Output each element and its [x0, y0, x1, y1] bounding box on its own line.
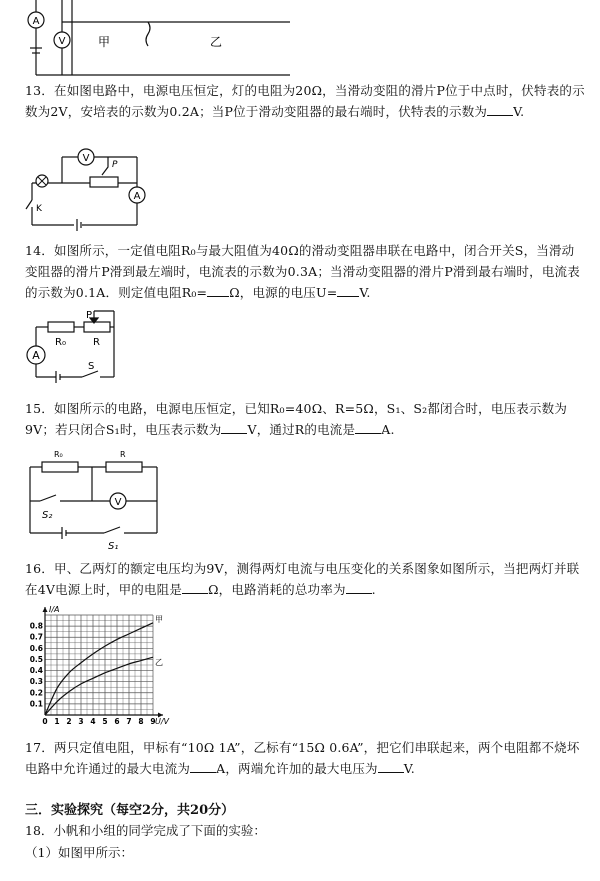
y-tick-label: 0.4	[29, 666, 43, 676]
series-label: 乙	[155, 658, 163, 668]
lamp-icon	[36, 175, 48, 187]
answer-blank[interactable]	[337, 284, 359, 297]
chart-axes	[43, 607, 164, 718]
question-15: 15．如图所示的电路，电源电压恒定，已知R₀=40Ω、R=5Ω，S₁、S₂都闭合时，电压表示数为9V；若只闭合S₁时，电压表示数为 V，通过R的电流是 A.	[25, 401, 568, 437]
svg-text:V: V	[114, 497, 122, 508]
r-label: R	[120, 450, 126, 459]
label-yi: 乙	[210, 35, 223, 49]
r-label: R	[93, 337, 100, 348]
x-tick-label: 5	[102, 717, 108, 725]
question-15-text: 15．如图所示的电路，电源电压恒定，已知R₀=40Ω、R=5Ω，S₁、S₂都闭合时，电压表示数为9V；若只闭合S₁时，电压表示数为	[25, 401, 568, 437]
svg-text:A: A	[32, 16, 40, 27]
x-tick-label: 3	[78, 717, 84, 725]
answer-blank[interactable]	[221, 421, 247, 434]
series-label: 甲	[155, 614, 163, 624]
question-17: 17．两只定值电阻，甲标有“10Ω 1A”，乙标有“15Ω 0.6A”，把它们串联起来，两个电阻都不烧坏电路中允许通过的最大电流为 A，两端允许加的最大电压为 V.	[25, 740, 580, 776]
svg-text:A: A	[133, 191, 141, 202]
ammeter-icon	[129, 187, 145, 203]
switch-icon	[26, 200, 43, 214]
question-16-text: 16．甲、乙两灯的额定电压均为9V，测得两灯电流与电压变化的关系图象如图所示，当把两灯并联在4V电源上时，甲的电阻是	[25, 561, 580, 597]
x-tick-label: 2	[66, 717, 72, 725]
y-axis-label: I/A	[49, 605, 60, 614]
answer-blank[interactable]	[355, 421, 381, 434]
slider-label: P	[86, 310, 93, 321]
voltmeter-icon	[78, 149, 94, 165]
x-tick-label: 6	[114, 717, 120, 725]
x-tick-label: 8	[138, 717, 144, 725]
answer-blank[interactable]	[378, 760, 404, 773]
y-tick-label: 0.5	[29, 654, 43, 664]
s1-label: S₁	[108, 541, 119, 552]
question-13-text: 13．在如图电路中，电源电压恒定，灯的电阻为20Ω，当滑动变阻的滑片P位于中点时，伏特表的示数为2V，安培表的示数为0.2A；当P位于滑动变阻器的最右端时，伏特表的示数为	[25, 83, 585, 119]
question-14-text: 14．如图所示，一定值电阻R₀与最大阻值为40Ω的滑动变阻器串联在电路中，闭合开关S，当滑动变阻器的滑片P滑到最左端时，电流表的示数为0.3A；当滑动变阻器的滑片P滑到最右端时，电流表的示数为0.1A．则定值电阻R₀=	[25, 243, 580, 300]
question-18-line-1: 18．小帆和小组的同学完成了下面的实验：	[25, 823, 266, 838]
figure-13-circuit	[22, 145, 157, 235]
s2-label: S₂	[42, 510, 53, 521]
voltmeter-icon	[54, 32, 70, 48]
question-18-line-2: （1）如图甲所示：	[25, 845, 133, 860]
y-tick-label: 0.7	[29, 632, 43, 642]
x-tick-label: 4	[90, 717, 96, 725]
answer-blank[interactable]	[487, 103, 513, 116]
answer-blank[interactable]	[346, 581, 372, 594]
ammeter-icon	[28, 12, 44, 28]
x-axis-label: U/V	[155, 717, 170, 725]
svg-text:V: V	[82, 153, 90, 164]
x-tick-label: 7	[126, 717, 132, 725]
svg-text:V: V	[58, 36, 66, 47]
y-axis-arrow	[43, 607, 48, 612]
voltmeter-icon	[110, 493, 126, 509]
section-heading: 三．实验探究（每空2分，共20分）	[25, 803, 235, 818]
answer-blank[interactable]	[207, 284, 229, 297]
svg-text:A: A	[32, 349, 40, 362]
y-tick-label: 0.3	[29, 677, 43, 687]
figure-15-circuit	[22, 445, 167, 555]
r0-label: R₀	[55, 337, 66, 348]
x-tick-label: 0	[42, 717, 48, 725]
x-tick-label: 1	[54, 717, 60, 725]
slider-label: P	[112, 160, 118, 170]
y-tick-label: 0.2	[29, 688, 43, 698]
switch-label: S	[88, 361, 95, 372]
ammeter-icon	[27, 346, 45, 364]
y-tick-label: 0.6	[29, 643, 43, 653]
question-16: 16．甲、乙两灯的额定电压均为9V，测得两灯电流与电压变化的关系图象如图所示，当把两灯并联在4V电源上时，甲的电阻是 Ω，电路消耗的总功率为 .	[25, 561, 580, 597]
x-tick-label: 9	[150, 717, 156, 725]
answer-blank[interactable]	[182, 581, 208, 594]
figure-top-circuit	[20, 0, 290, 82]
break-mark	[146, 22, 150, 46]
iu-chart	[25, 600, 175, 725]
label-jia: 甲	[98, 35, 111, 49]
answer-blank[interactable]	[190, 760, 216, 773]
figure-14-circuit	[22, 305, 132, 385]
y-tick-label: 0.8	[29, 621, 43, 631]
r0-label: R₀	[54, 450, 63, 459]
question-17-text: 17．两只定值电阻，甲标有“10Ω 1A”，乙标有“15Ω 0.6A”，把它们串联起来，两个电阻都不烧坏电路中允许通过的最大电流为	[25, 740, 580, 776]
svg-text:K: K	[36, 204, 42, 214]
y-tick-label: 0.1	[29, 699, 43, 709]
question-14: 14．如图所示，一定值电阻R₀与最大阻值为40Ω的滑动变阻器串联在电路中，闭合开关S，当滑动变阻器的滑片P滑到最左端时，电流表的示数为0.3A；当滑动变阻器的滑片P滑到最右端时，电流表的示数为0.1A．则定值电阻R₀= Ω，电源的电压U= V.	[25, 243, 580, 300]
question-13: 13．在如图电路中，电源电压恒定，灯的电阻为20Ω，当滑动变阻的滑片P位于中点时，伏特表的示数为2V，安培表的示数为0.2A；当P位于滑动变阻器的最右端时，伏特表的示数为 V.	[25, 83, 585, 119]
